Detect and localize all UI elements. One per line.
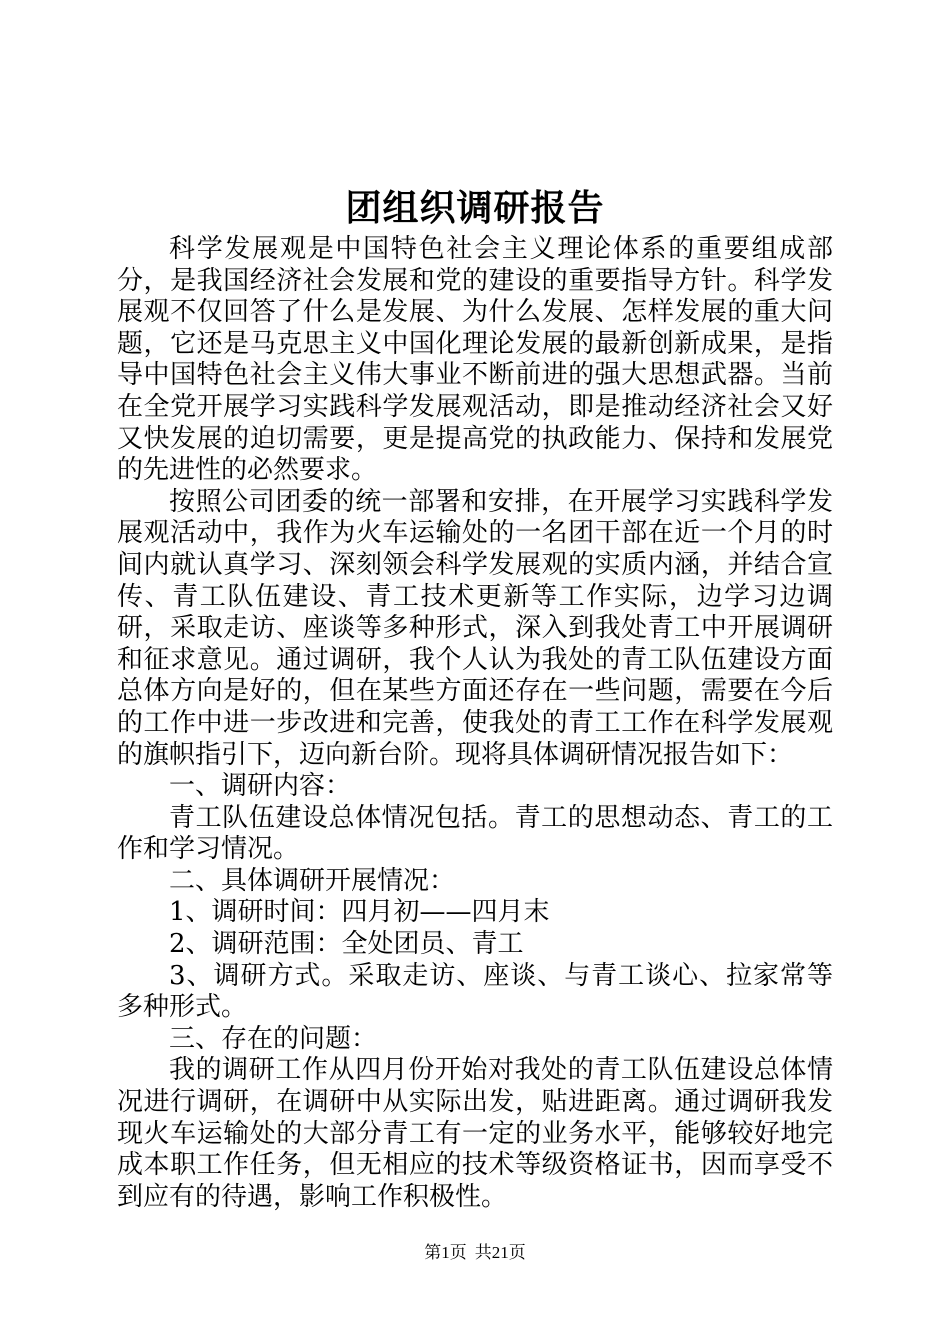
paragraph-problems: 我的调研工作从四月份开始对我处的青工队伍建设总体情况进行调研，在调研中从实际出发，贴进距离。通过调研我发现火车运输处的大部分青工有一定的业务水平，能够较好地完成本职工作任务，但无相应的技术等级资格证书，因而享受不到应有的待遇，影响工作积极性。 xyxy=(117,1055,833,1212)
paragraph-intro: 科学发展观是中国特色社会主义理论体系的重要组成部分，是我国经济社会发展和党的建设的重要指导方针。科学发展观不仅回答了什么是发展、为什么发展、怎样发展的重大问题，它还是马克思主义中国化理论发展的最新创新成果，是指导中国特色社会主义伟大事业不断前进的强大思想武器。当前在全党开展学习实践科学发展观活动，即是推动经济社会又好又快发展的迫切需要，更是提高党的执政能力、保持和发展党的先进性的必然要求。 xyxy=(117,234,833,486)
section-heading-problems: 三、存在的问题： xyxy=(169,1023,378,1054)
page-total: 共21页 xyxy=(474,1243,526,1262)
section-heading-progress: 二、具体调研开展情况： xyxy=(169,865,456,896)
paragraph-background: 按照公司团委的统一部署和安排，在开展学习实践科学发展观活动中，我作为火车运输处的一名团干部在近一个月的时间内就认真学习、深刻领会科学发展观的实质内涵，并结合宣传、青工队伍建设、青工技术更新等工作实际，边学习边调研，采取走访、座谈等多种形式，深入到我处青工中开展调研和征求意见。通过调研，我个人认为我处的青工队伍建设方面总体方向是好的，但在某些方面还存在一些问题，需要在今后的工作中进一步改进和完善，使我处的青工工作在科学发展观的旗帜指引下，迈向新台阶。现将具体调研情况报告如下： xyxy=(117,486,833,770)
document-body xyxy=(117,234,833,1213)
page-footer xyxy=(0,1241,950,1265)
list-item-scope: 2、调研范围：全处团员、青工 xyxy=(169,929,524,960)
document-title: 团组织调研报告 xyxy=(345,187,605,229)
paragraph-content: 青工队伍建设总体情况包括。青工的思想动态、青工的工作和学习情况。 xyxy=(117,802,833,865)
page-number: 第1页 xyxy=(424,1243,467,1262)
section-heading-content: 一、调研内容： xyxy=(169,771,352,802)
list-item-method: 3、调研方式。采取走访、座谈、与青工谈心、拉家常等多种形式。 xyxy=(117,960,833,1023)
list-item-time: 1、调研时间：四月初——四月末 xyxy=(169,897,550,928)
